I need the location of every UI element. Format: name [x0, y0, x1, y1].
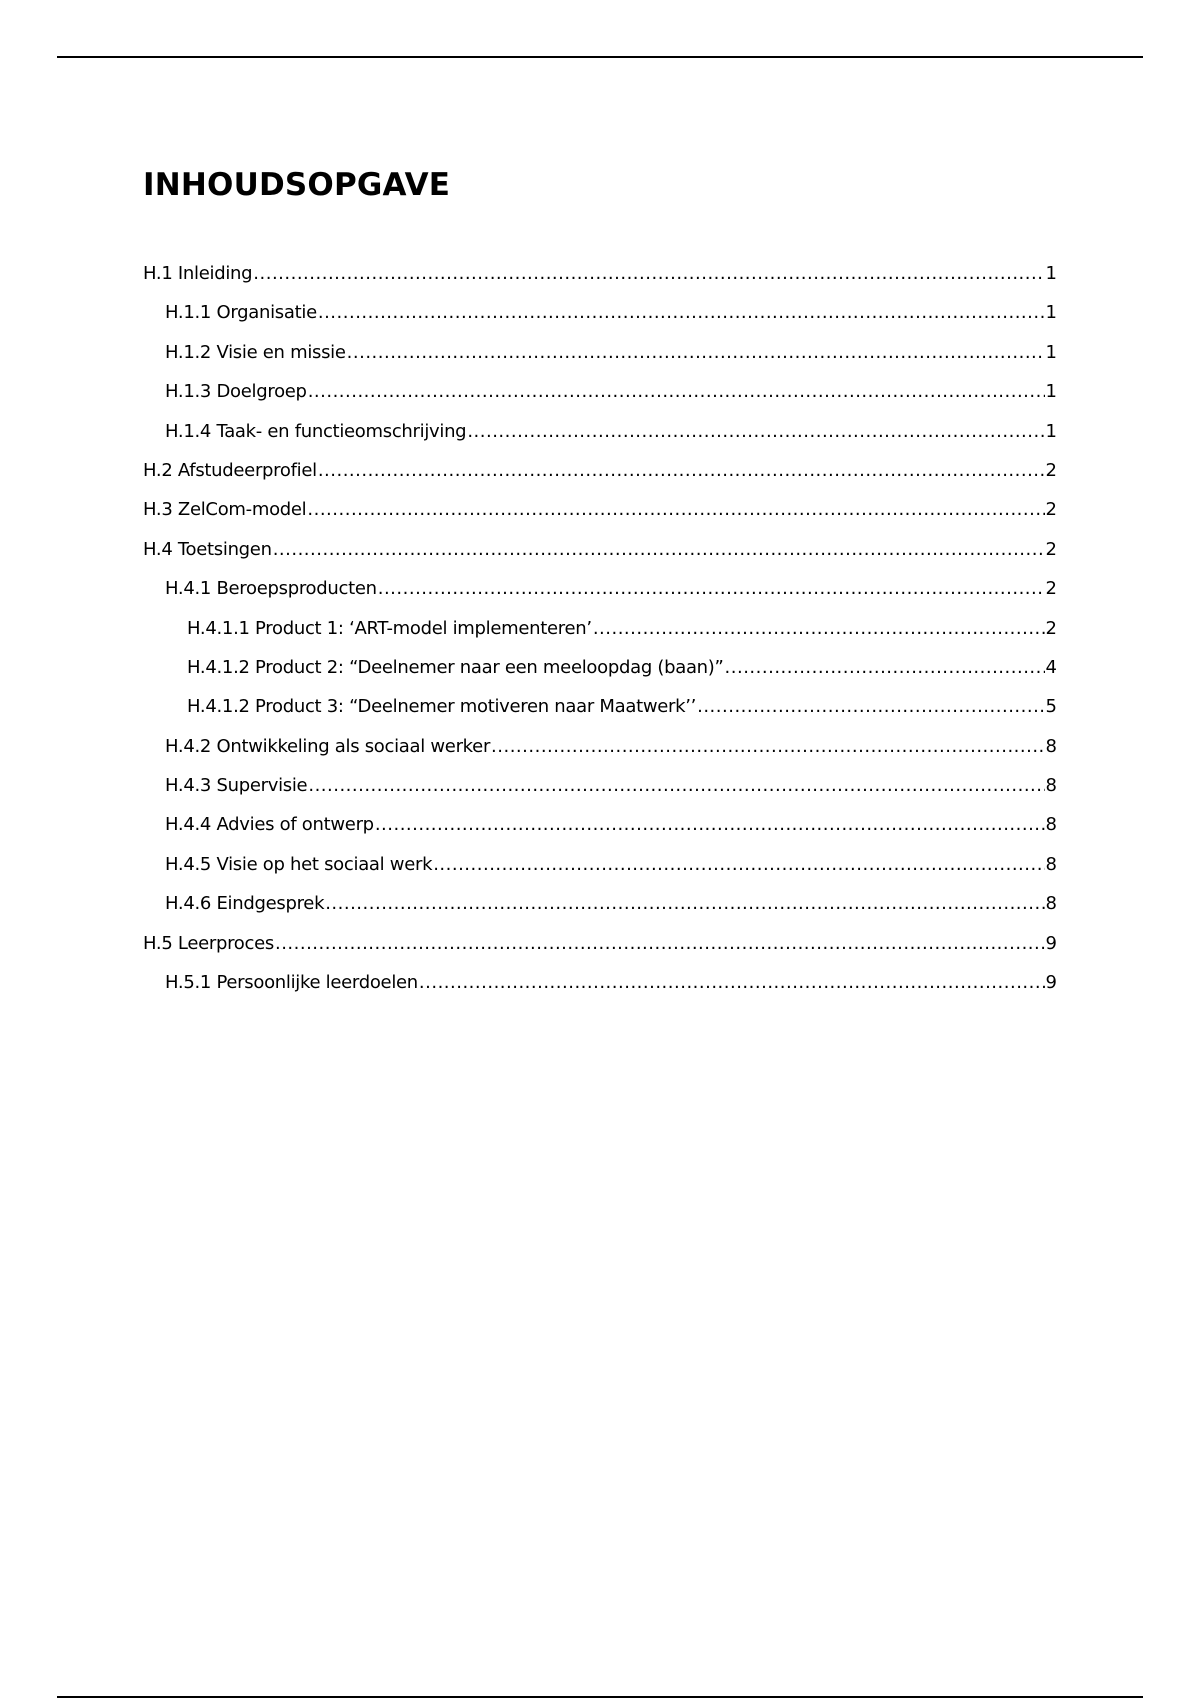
toc-entry[interactable] [143, 377, 1057, 416]
toc-entry-label: H.5.1 Persoonlijke leerdoelen [165, 972, 418, 994]
toc-dot-leader [253, 259, 1044, 289]
toc-dot-leader [419, 968, 1045, 998]
header-rule [57, 56, 1143, 58]
toc-entry-label: H.1.3 Doelgroep [165, 381, 307, 403]
toc-entry[interactable] [143, 574, 1057, 613]
toc-entry-label: H.4.4 Advies of ontwerp [165, 814, 374, 836]
toc-page-number: 2 [1045, 538, 1057, 560]
toc-page-number: 8 [1045, 853, 1057, 875]
toc-page-number: 9 [1045, 972, 1057, 994]
toc-dot-leader [593, 614, 1045, 644]
toc-entry[interactable] [143, 889, 1057, 928]
toc-page-number: 8 [1045, 775, 1057, 797]
toc-dot-leader [725, 653, 1045, 683]
toc-page-number: 4 [1045, 656, 1057, 678]
toc-entry[interactable] [143, 338, 1057, 377]
toc-page-number: 1 [1045, 341, 1057, 363]
toc-entry-label: H.1.2 Visie en missie [165, 341, 346, 363]
toc-entry[interactable] [143, 298, 1057, 337]
toc-entry-label: H.2 Afstudeerprofiel [143, 459, 317, 481]
toc-page-number: 2 [1045, 578, 1057, 600]
toc-dot-leader [273, 535, 1045, 565]
footer-rule [57, 1696, 1143, 1698]
toc-entry-label: H.4.3 Supervisie [165, 775, 308, 797]
toc-entry-label: H.4.6 Eindgesprek [165, 893, 325, 915]
toc-entry-label: H.1.4 Taak- en functieomschrijving [165, 420, 467, 442]
toc-dot-leader [275, 929, 1045, 959]
toc-entry[interactable] [143, 614, 1057, 653]
toc-entry-label: H.1 Inleiding [143, 263, 253, 284]
toc-dot-leader [378, 574, 1045, 604]
toc-page-number: 1 [1045, 420, 1057, 442]
toc-dot-leader [375, 810, 1045, 840]
toc-entry-label: H.4 Toetsingen [143, 538, 272, 560]
toc-page-number: 8 [1045, 893, 1057, 915]
toc-dot-leader [491, 732, 1045, 762]
toc-dot-leader [467, 417, 1044, 447]
toc-page-number: 1 [1045, 302, 1057, 324]
toc-entry-label: H.4.1.1 Product 1: ‘ART-model implementeren’ [187, 617, 592, 639]
toc-entry[interactable] [143, 259, 1057, 298]
toc-entry[interactable] [143, 535, 1057, 574]
toc-page-number: 9 [1045, 932, 1057, 954]
toc-page-number: 2 [1045, 617, 1057, 639]
toc-entry-label: H.3 ZelCom-model [143, 499, 307, 521]
toc-dot-leader [325, 889, 1044, 919]
toc-dot-leader [433, 850, 1044, 880]
toc-entry[interactable] [143, 417, 1057, 456]
toc-entry[interactable] [143, 929, 1057, 968]
toc-page-number: 1 [1045, 381, 1057, 403]
toc-entry-label: H.1.1 Organisatie [165, 302, 317, 324]
toc-entry-label: H.4.1 Beroepsproducten [165, 578, 377, 600]
toc-page-number: 8 [1045, 814, 1057, 836]
toc-title: INHOUDSOPGAVE [143, 167, 451, 203]
toc-entry-label: H.5 Leerproces [143, 932, 274, 954]
toc-dot-leader [347, 338, 1045, 368]
toc-dot-leader [697, 692, 1044, 722]
toc-entry[interactable] [143, 732, 1057, 771]
toc-entry[interactable] [143, 850, 1057, 889]
toc-entry[interactable] [143, 653, 1057, 692]
toc-page-number: 1 [1045, 263, 1057, 284]
toc-dot-leader [318, 456, 1045, 486]
toc-entry-label: H.4.1.2 Product 2: “Deelnemer naar een meeloopdag (baan)” [187, 656, 724, 678]
toc-page-number: 2 [1045, 499, 1057, 521]
toc-entry[interactable] [143, 456, 1057, 495]
toc-entry-label: H.4.2 Ontwikkeling als sociaal werker [165, 735, 491, 757]
toc-dot-leader [318, 298, 1045, 328]
table-of-contents [143, 259, 1057, 1007]
toc-entry[interactable] [143, 968, 1057, 1007]
toc-page-number: 8 [1045, 735, 1057, 757]
toc-page-number: 2 [1045, 459, 1057, 481]
toc-entry-label: H.4.5 Visie op het sociaal werk [165, 853, 433, 875]
toc-entry[interactable] [143, 771, 1057, 810]
toc-dot-leader [308, 377, 1045, 407]
toc-entry[interactable] [143, 692, 1057, 731]
toc-entry[interactable] [143, 495, 1057, 534]
toc-dot-leader [307, 495, 1044, 525]
toc-entry[interactable] [143, 810, 1057, 849]
toc-dot-leader [308, 771, 1044, 801]
toc-page-number: 5 [1045, 696, 1057, 718]
toc-entry-label: H.4.1.2 Product 3: “Deelnemer motiveren naar Maatwerk’’ [187, 696, 697, 718]
